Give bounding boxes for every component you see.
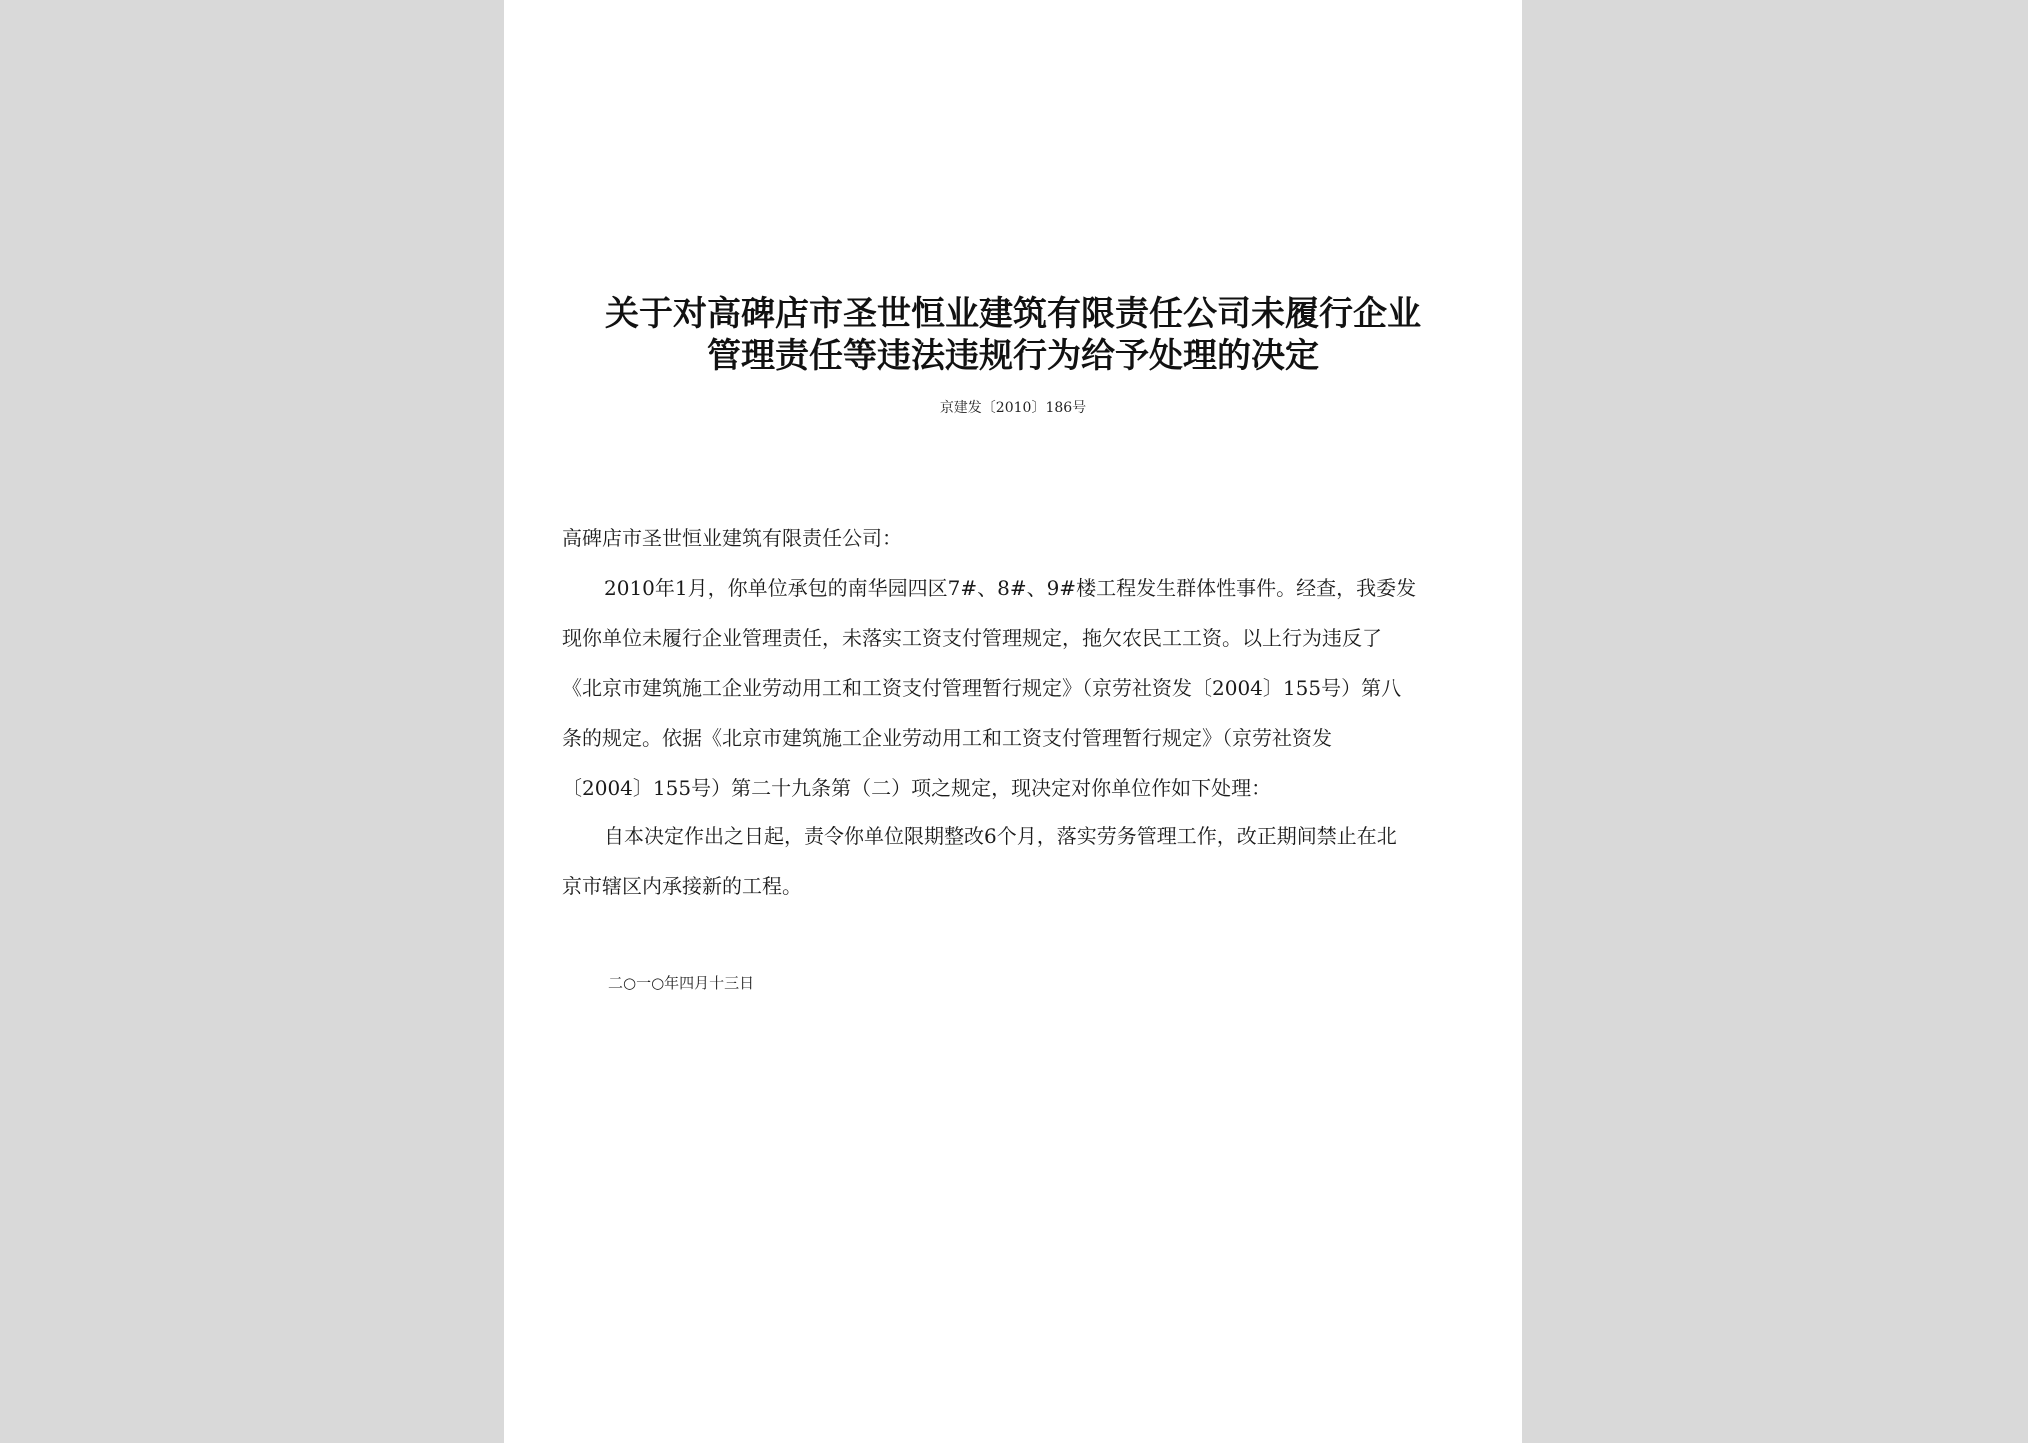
document-title-line-1: 关于对高碑店市圣世恒业建筑有限责任公司未履行企业 (605, 294, 1421, 334)
body-line: 现你单位未履行企业管理责任，未落实工资支付管理规定，拖欠农民工工资。以上行为违反了 (562, 626, 1382, 650)
document-date: 二○一○年四月十三日 (608, 974, 755, 992)
body-line: 《北京市建筑施工企业劳动用工和工资支付管理暂行规定》（京劳社资发〔2004〕155号）第八 (562, 676, 1402, 700)
document-page (504, 0, 1522, 1443)
body-line: 2010年1月，你单位承包的南华园四区7#、8#、9#楼工程发生群体性事件。经查，我委发 (604, 576, 1417, 600)
document-number: 京建发〔2010〕186号 (939, 400, 1087, 416)
body-line: 京市辖区内承接新的工程。 (562, 874, 802, 898)
addressee: 高碑店市圣世恒业建筑有限责任公司： (562, 526, 902, 550)
body-line: 〔2004〕155号）第二十九条第（二）项之规定，现决定对你单位作如下处理： (562, 776, 1272, 800)
body-line: 条的规定。依据《北京市建筑施工企业劳动用工和工资支付管理暂行规定》（京劳社资发 (562, 726, 1332, 750)
document-title-line-2: 管理责任等违法违规行为给予处理的决定 (707, 336, 1319, 376)
body-line: 自本决定作出之日起，责令你单位限期整改6个月，落实劳务管理工作，改正期间禁止在北 (604, 824, 1397, 848)
